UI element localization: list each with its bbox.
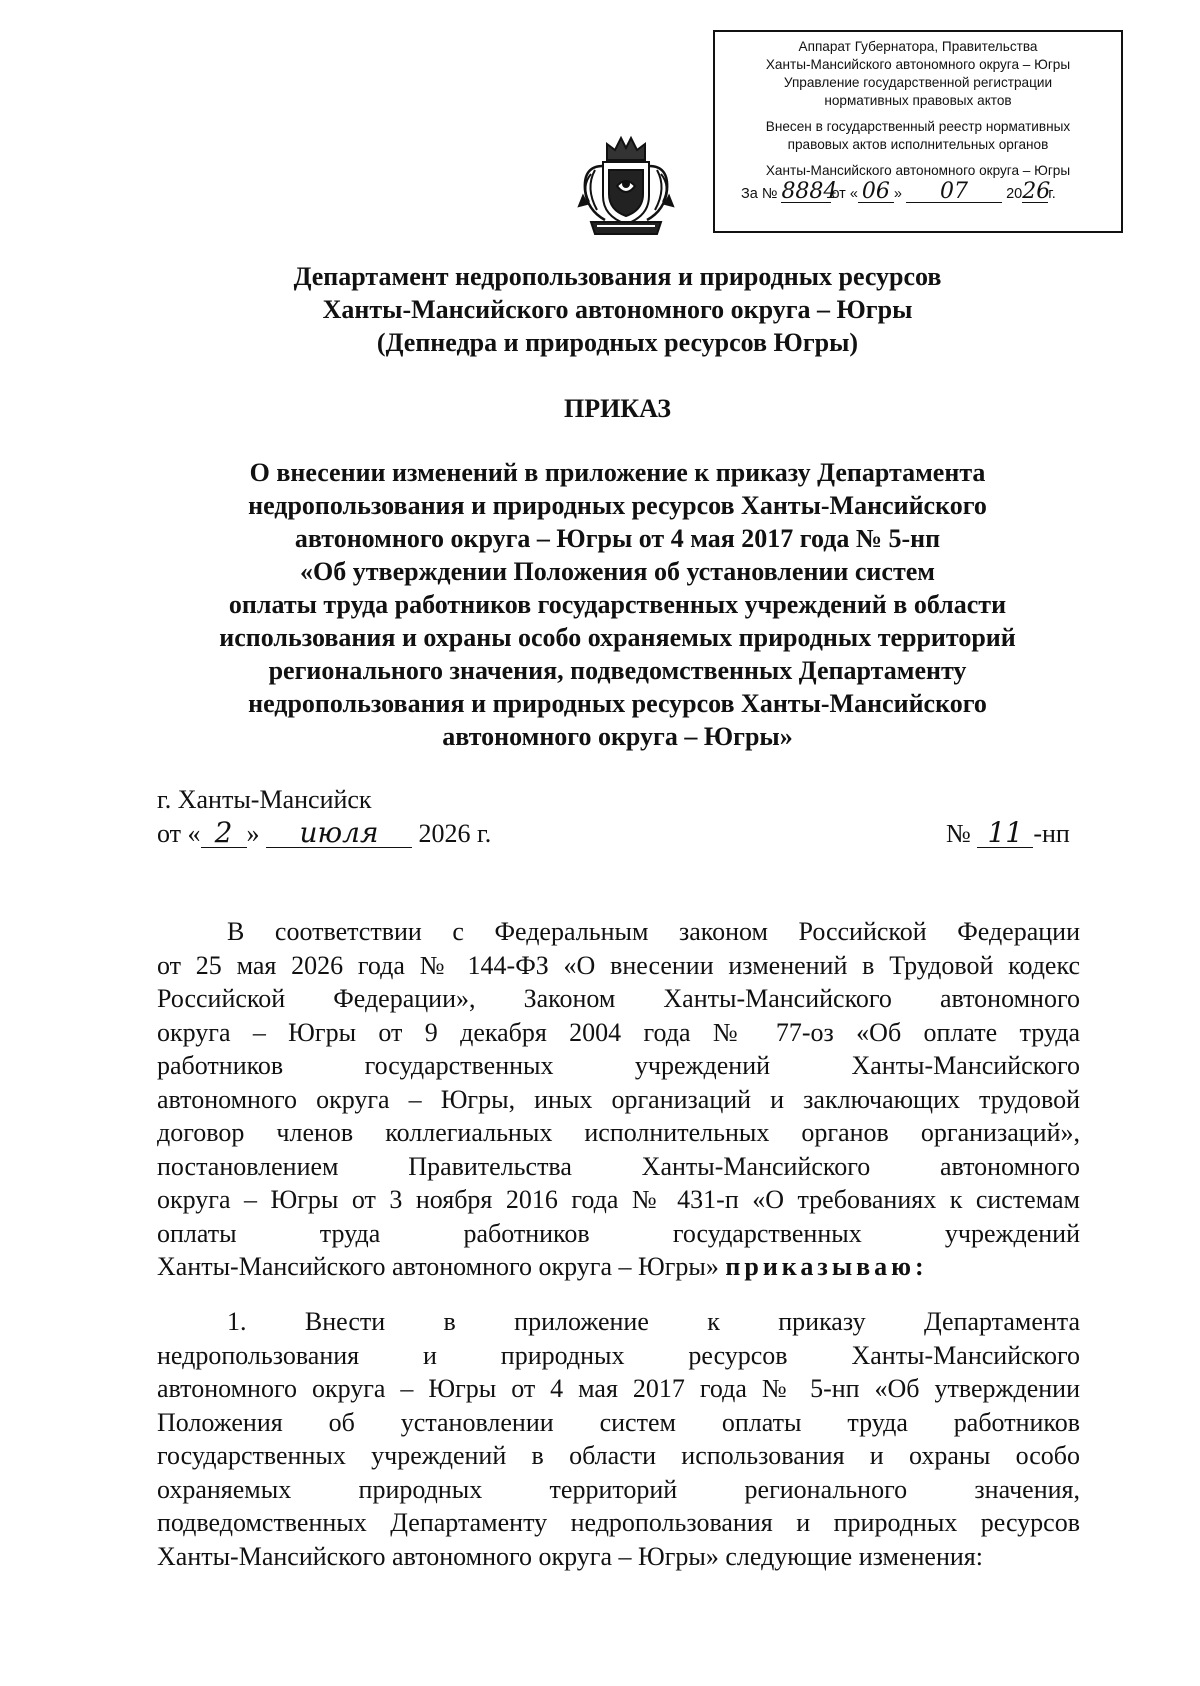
stamp-reg-g: г. bbox=[1048, 186, 1056, 202]
directive-word: приказываю: bbox=[725, 1252, 928, 1281]
subject-line: использования и охраны особо охраняемых природных территорий bbox=[219, 623, 1016, 652]
item-line: подведомственных Департаменту недропользования и природных ресурсов bbox=[157, 1508, 1080, 1537]
stamp-reg-year-prefix: 20 bbox=[1006, 186, 1023, 202]
subject-line: недропользования и природных ресурсов Ханты-Мансийского bbox=[248, 491, 987, 520]
stamp-line: Управление государственной регистрации bbox=[783, 75, 1053, 90]
date-close: » bbox=[246, 819, 260, 848]
preamble-line: Российской Федерации», Законом Ханты-Мансийского автономного bbox=[157, 984, 1080, 1013]
stamp-reg-year: 26 bbox=[1022, 179, 1051, 204]
preamble-line: от 25 мая 2026 года № 144-ФЗ «О внесении изменений в Трудовой кодекс bbox=[157, 950, 1080, 980]
date-year: 2026 г. bbox=[418, 819, 492, 848]
stamp-line: Внесен в государственный реестр нормативных bbox=[765, 119, 1071, 134]
item-line: 1. Внести в приложение к приказу Департамента bbox=[227, 1307, 1080, 1336]
coat-of-arms-emblem bbox=[577, 126, 675, 238]
preamble-paragraph bbox=[157, 915, 1080, 1284]
stamp-registration-line bbox=[719, 179, 1117, 204]
subject-line: «Об утверждении Положения об установлении систем bbox=[300, 557, 935, 586]
date-prefix: от « bbox=[157, 819, 201, 848]
stamp-reg-from: от « bbox=[831, 186, 858, 202]
subject-line: О внесении изменений в приложение к приказу Департамента bbox=[249, 458, 986, 487]
preamble-line: автономного округа – Югры, иных организаций и заключающих трудовой bbox=[157, 1084, 1080, 1114]
number-value: 11 bbox=[977, 819, 1033, 848]
number-prefix: № bbox=[946, 819, 971, 848]
stamp-reg-day: 06 bbox=[858, 182, 894, 203]
date-day: 2 bbox=[201, 819, 247, 848]
number-suffix: -нп bbox=[1033, 819, 1070, 848]
item-1-paragraph bbox=[157, 1305, 1080, 1573]
preamble-line: округа – Югры от 9 декабря 2004 года № 77-оз «Об оплате труда bbox=[157, 1017, 1080, 1047]
subject-line: оплаты труда работников государственных учреждений в области bbox=[228, 590, 1007, 619]
preamble-line: оплаты труда работников государственных учреждений bbox=[157, 1218, 1080, 1248]
header-line: Ханты-Мансийского автономного округа – Югры bbox=[322, 295, 913, 324]
order-subject bbox=[150, 456, 1085, 753]
item-line: государственных учреждений в области использования и охраны особо bbox=[157, 1441, 1080, 1470]
stamp-line: Ханты-Мансийского автономного округа – Югры bbox=[765, 57, 1071, 72]
preamble-last-text: Ханты-Мансийского автономного округа – Югры» bbox=[157, 1252, 719, 1281]
header-line: (Депнедра и природных ресурсов Югры) bbox=[376, 328, 859, 357]
subject-line: автономного округа – Югры» bbox=[442, 722, 793, 751]
preamble-line: договор членов коллегиальных исполнительных органов организаций», bbox=[157, 1118, 1080, 1147]
header-line: Департамент недропользования и природных ресурсов bbox=[293, 262, 942, 291]
stamp-reg-prefix: За № bbox=[741, 186, 778, 202]
stamp-reg-month: 07 bbox=[906, 182, 1002, 203]
order-title: ПРИКАЗ bbox=[563, 394, 672, 423]
date-month: июля bbox=[266, 819, 412, 848]
stamp-line: нормативных правовых актов bbox=[824, 93, 1012, 108]
item-line: Ханты-Мансийского автономного округа – Югры» следующие изменения: bbox=[157, 1541, 983, 1571]
stamp-reg-close: » bbox=[893, 186, 902, 202]
order-number bbox=[946, 818, 1070, 850]
place-of-issue: г. Ханты-Мансийск bbox=[157, 785, 372, 814]
subject-line: регионального значения, подведомственных Департаменту bbox=[268, 656, 967, 685]
stamp-line: правовых актов исполнительных органов bbox=[787, 137, 1049, 152]
preamble-line: округа – Югры от 3 ноября 2016 года № 431-п «О требованиях к системам bbox=[157, 1185, 1080, 1214]
preamble-line: постановлением Правительства Ханты-Мансийского автономного bbox=[157, 1151, 1080, 1181]
order-date bbox=[157, 818, 491, 850]
item-line: Положения об установлении систем оплаты труда работников bbox=[157, 1407, 1080, 1437]
preamble-line: работников государственных учреждений Ханты-Мансийского bbox=[157, 1051, 1080, 1080]
subject-line: автономного округа – Югры от 4 мая 2017 года № 5-нп bbox=[294, 524, 941, 553]
subject-line: недропользования и природных ресурсов Ханты-Мансийского bbox=[248, 689, 987, 718]
stamp-line: Ханты-Мансийского автономного округа – Югры bbox=[765, 163, 1071, 178]
item-line: автономного округа – Югры от 4 мая 2017 года № 5-нп «Об утверждении bbox=[157, 1374, 1080, 1403]
stamp-reg-number: 8884 bbox=[781, 179, 838, 204]
preamble-line: В соответствии с Федеральным законом Российской Федерации bbox=[227, 917, 1080, 946]
department-header bbox=[150, 260, 1085, 359]
item-line: охраняемых природных территорий регионального значения, bbox=[157, 1474, 1080, 1504]
preamble-line bbox=[157, 1250, 1080, 1284]
registration-stamp bbox=[713, 30, 1123, 233]
item-line: недропользования и природных ресурсов Ханты-Мансийского bbox=[157, 1340, 1080, 1370]
stamp-line: Аппарат Губернатора, Правительства bbox=[798, 39, 1038, 54]
